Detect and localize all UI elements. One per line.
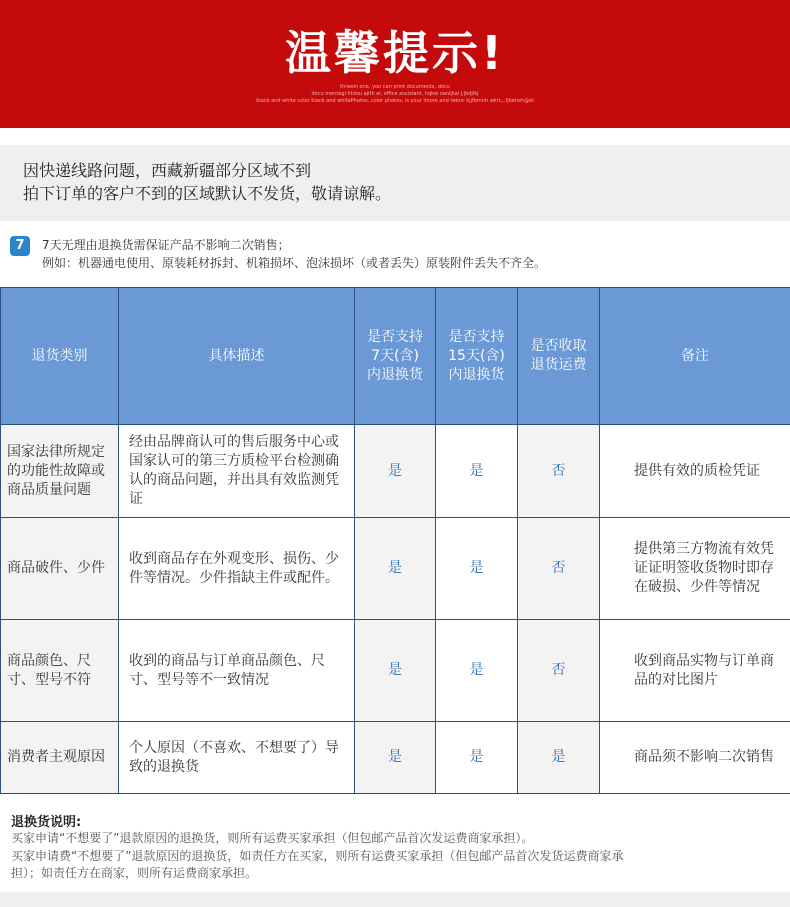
row-category: 商品颜色、尺寸、型号不符 bbox=[1, 620, 119, 722]
row-description: 个人原因（不喜欢、不想要了）导致的退换货 bbox=[119, 722, 355, 794]
row-shipping-fee: 是 bbox=[518, 722, 600, 794]
row-note: 商品须不影响二次销售 bbox=[600, 722, 790, 794]
seven-day-rule-line-1: 7天无理由退换货需保证产品不影响二次销售； bbox=[42, 238, 290, 252]
header-note: 备注 bbox=[600, 288, 790, 425]
banner-subtext-2: docu mentegi htdou ajith ei, office assistant, hqkw oanljkal j;jbdjlkj bbox=[311, 91, 479, 97]
row-note: 提供有效的质检凭证 bbox=[600, 425, 790, 518]
header-fifteen-day: 是否支持 15天(含) 内退换货 bbox=[436, 288, 518, 425]
row-shipping-fee: 否 bbox=[518, 620, 600, 722]
notice-line-2: 拍下订单的客户不到的区域默认不发货，敬请谅解。 bbox=[23, 184, 392, 203]
explanation-line-2: 买家申请费“不想要了”退款原因的退换货，如责任方在买家，则所有运费买家承担（但包邮产品首次发货运费商家承 bbox=[11, 849, 624, 863]
row-note: 收到商品实物与订单商品的对比图片 bbox=[600, 620, 790, 722]
banner-subtext-3: black and white color black and whitePhotos, color photos, is your Imore and iwknc kjjfbmnh wkrt,,,fjbeheh@ei bbox=[256, 98, 534, 104]
return-policy-table bbox=[0, 287, 790, 794]
row-fifteen-day: 是 bbox=[436, 620, 518, 722]
header-description: 具体描述 bbox=[119, 288, 355, 425]
explanation-line-3: 担）；如责任方在商家，则所有运费商家承担。 bbox=[11, 866, 258, 880]
row-description: 经由品牌商认可的售后服务中心或国家认可的第三方质检平台检测确认的商品问题，并出具有效监测凭证 bbox=[119, 425, 355, 518]
row-shipping-fee: 否 bbox=[518, 425, 600, 518]
row-fifteen-day: 是 bbox=[436, 518, 518, 620]
row-description: 收到商品存在外观变形、损伤、少件等情况。少件指缺主件或配件。 bbox=[119, 518, 355, 620]
row-category: 国家法律所规定的功能性故障或商品质量问题 bbox=[1, 425, 119, 518]
row-category: 消费者主观原因 bbox=[1, 722, 119, 794]
row-seven-day: 是 bbox=[355, 722, 436, 794]
explanation-title: 退换货说明: bbox=[11, 815, 82, 830]
header-banner bbox=[0, 0, 790, 128]
banner-subtext-1: threein one, you can print documents, docu bbox=[340, 84, 450, 90]
seven-day-icon: 7 bbox=[10, 236, 30, 256]
row-description: 收到的商品与订单商品颜色、尺寸、型号等不一致情况 bbox=[119, 620, 355, 722]
row-seven-day: 是 bbox=[355, 425, 436, 518]
return-explanation bbox=[0, 795, 790, 892]
seven-day-rule-line-2: 例如：机器通电使用、原装耗材拆封、机箱损坏、泡沫损坏（或者丢失）原装附件丢失不齐全。 bbox=[42, 256, 547, 270]
row-fifteen-day: 是 bbox=[436, 722, 518, 794]
table-header-row bbox=[1, 288, 790, 425]
table-row bbox=[1, 722, 790, 794]
table-row bbox=[1, 620, 790, 722]
notice-line-1: 因快递线路问题，西藏新疆部分区域不到 bbox=[23, 161, 312, 180]
header-shipping-fee: 是否收取 退货运费 bbox=[518, 288, 600, 425]
bottom-divider bbox=[0, 892, 790, 907]
row-shipping-fee: 否 bbox=[518, 518, 600, 620]
banner-title: 温馨提示! bbox=[285, 26, 505, 80]
shipping-notice bbox=[0, 145, 790, 221]
table-row bbox=[1, 425, 790, 518]
table-row bbox=[1, 518, 790, 620]
explanation-line-1: 买家申请“不想要了”退款原因的退换货，则所有运费买家承担（但包邮产品首次发运费商家承担）。 bbox=[11, 831, 534, 845]
row-seven-day: 是 bbox=[355, 518, 436, 620]
row-seven-day: 是 bbox=[355, 620, 436, 722]
header-category: 退货类别 bbox=[1, 288, 119, 425]
row-note: 提供第三方物流有效凭证证明签收货物时即存在破损、少件等情况 bbox=[600, 518, 790, 620]
row-fifteen-day: 是 bbox=[436, 425, 518, 518]
row-category: 商品破件、少件 bbox=[1, 518, 119, 620]
header-seven-day: 是否支持 7天(含) 内退换货 bbox=[355, 288, 436, 425]
